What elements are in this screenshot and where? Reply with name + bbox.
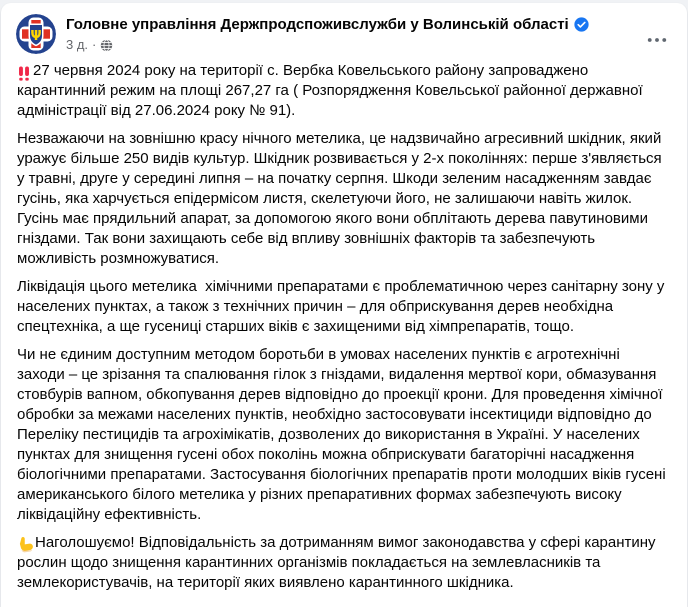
post-paragraph: Незважаючи на зовнішню красу нічного метелика, це надзвичайно агресивний шкідник, який уражує більше 250 видів культур. Шкідник розвивається у 2-х поколіннях: перше з'являється у травні, друге у середині липня – на початку серпня. Шкоди зеленим насадженням завдає гусінь, яка харчується епідермісом листя, скелетуючи його, не залишаючи навіть жилок. Гусінь має прядильний апарат, за допомогою якого вони обплітають дерева павутиновими гніздами. Так вони захищають себе від впливу зовнішніх факторів та забезпечують можливість розмножуватися. [17, 130, 666, 267]
double-exclamation-icon [17, 65, 31, 81]
post-header [1, 3, 687, 54]
page-name-link[interactable]: Головне управління Держпродспоживслужби у Волинській області [66, 16, 569, 33]
page-name-row [66, 15, 671, 34]
post-paragraph: 27 червня 2024 року на території с. Вербка Ковельського району запроваджено карантинний режим на площі 267,27 га ( Розпорядження Ковельської районної державної адміністрації від 27.06.2024 року № 91). [17, 62, 647, 119]
meta-separator: · [92, 37, 97, 52]
post-text [1, 54, 687, 593]
page-logo-trident-emblem-icon [16, 14, 56, 54]
svg-text:Ψ: Ψ [30, 29, 42, 44]
post-header-text [66, 14, 671, 53]
post-paragraph: Ліквідація цього метелика хімічними препаратами є проблематичною через санітарну зону у населених пунктах, а також з технічних причин – для обприскування дерев необхідна спецтехніка, а ще гусениці старших віків є захищеними від хімпрепаратів, тощо. [17, 278, 669, 335]
more-options-button[interactable] [641, 27, 673, 53]
post-paragraph: Чи не єдиним доступним методом боротьби в умовах населених пунктів є агротехнічні заходи – це зрізання та спалювання гілок з гніздами, видалення мертвої кори, обмазування стовбурів вапном, обкопування дерев відповідно до проекції крони. Для проведення хімічної обробки за межами населених пунктів, необхідно застосовувати інсектициди відповідно до Переліку пестицидів та агрохімікатів, дозволених до використання в Україні. У населених пунктах для знищення гусені обох поколінь можна обприскувати багаторічні насадження біологічними препаратами. Застосування біологічних препаратів проти молодших віків гусені американського білого метелика у різних препаративних формах забезпечують високу ліквідаційну ефективність. [17, 346, 670, 523]
verified-badge-icon [574, 17, 589, 32]
globe-icon [100, 39, 113, 52]
post-timestamp[interactable]: 3 д. [66, 37, 89, 52]
facebook-post-card [1, 3, 687, 607]
three-dots-icon [647, 37, 667, 43]
backhand-index-pointing-up-icon [17, 537, 33, 553]
post-paragraph: Наголошуємо! Відповідальність за дотриманням вимог законодавства у сфері карантину рослин щодо знищення карантинних організмів покладається на землевласників та землекористувачів, на території яких виявлено карантинного шкідника. [17, 534, 660, 592]
post-meta-row [66, 37, 671, 53]
page-avatar[interactable] [16, 14, 56, 54]
